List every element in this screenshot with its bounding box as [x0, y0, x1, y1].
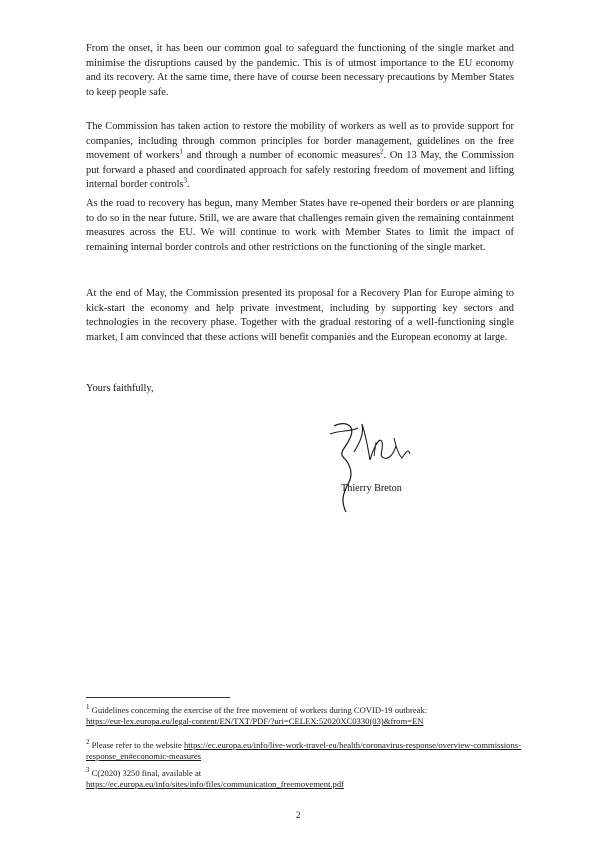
footnote-link[interactable]: https://ec.europa.eu/info/sites/info/files/communication_freemovement.pdf — [86, 779, 344, 789]
footnote-ref-2[interactable]: 2 — [380, 147, 384, 156]
paragraph-text: and through a number of economic measures — [182, 150, 381, 162]
footnote-1 — [86, 705, 526, 727]
paragraph-text: . — [187, 179, 190, 191]
footnote-number: 3 — [86, 766, 90, 775]
paragraph-text: The Commission has taken action to restore the mobility of workers as well as to provide support for companies, including through common principles for border management, guidelines on the free movement of workers — [86, 121, 514, 162]
closing-salutation: Yours faithfully, — [86, 383, 154, 394]
footnote-number: 2 — [86, 738, 90, 747]
footnote-ref-1[interactable]: 1 — [179, 147, 183, 156]
page-number: 2 — [296, 810, 301, 820]
footnote-text: C(2020) 3250 final, available at — [89, 768, 202, 778]
footnote-separator — [86, 697, 230, 698]
footnote-3 — [86, 768, 526, 790]
paragraph-single-market-goal: From the onset, it has been our common goal to safeguard the functioning of the single market and minimise the disruptions caused by the pandemic. This is of utmost importance to the EU economy and its recovery. At the same time, there have of course been necessary precautions by Member States to keep people safe. — [86, 43, 514, 98]
paragraph-road-to-recovery: As the road to recovery has begun, many Member States have re-opened their borders or are planning to do so in the near future. Still, we are aware that challenges remain given the remaining containment measures across the EU. We will continue to work with Member States to limit the impact of remaining internal border controls and other restrictions on the functioning of the single market. — [86, 198, 514, 253]
footnote-ref-3[interactable]: 3 — [183, 176, 188, 185]
paragraph-recovery-plan: At the end of May, the Commission presented its proposal for a Recovery Plan for Europe aiming to kick-start the economy and help private investment, including by supporting key sectors and technologies in the recovery phase. Together with the gradual restoring of a well-functioning single market, I am convinced that these actions will benefit companies and the European economy at large. — [86, 288, 514, 343]
footnote-text: Please refer to the website — [89, 740, 184, 750]
paragraph-commission-actions — [86, 120, 514, 193]
footnote-link[interactable]: https://eur-lex.europa.eu/legal-content/EN/TXT/PDF/?uri=CELEX:52020XC0330(03)&from=EN — [86, 716, 424, 726]
handwritten-signature — [324, 412, 434, 522]
footnote-number: 1 — [86, 703, 90, 712]
footnote-text: Guidelines concerning the exercise of the free movement of workers during COVID-19 outbreak: — [89, 705, 428, 715]
paragraph-text: . On 13 May, the Commission put forward a phased and coordinated approach for safely restoring freedom of movement and lifting internal border controls — [86, 150, 514, 191]
footnote-2 — [86, 740, 526, 762]
footnote-link[interactable]: https://ec.europa.eu/info/live-work-travel-eu/health/coronavirus-response/overview-commissions-response_en#economic-measures — [86, 740, 521, 761]
signer-name: Thierry Breton — [341, 483, 402, 494]
